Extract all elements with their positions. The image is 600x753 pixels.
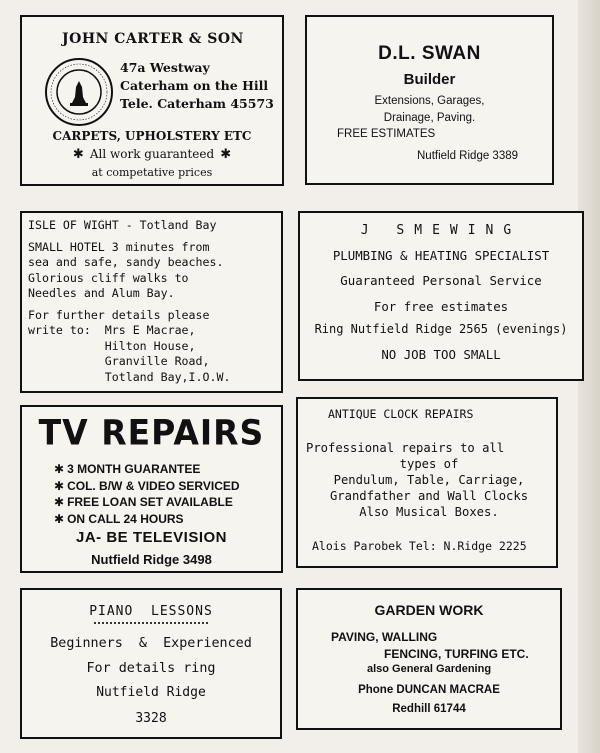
- phone-line: Nutfield Ridge 3498: [91, 552, 212, 567]
- body-line: types of: [399, 457, 459, 471]
- phone-line: Redhill 61744: [392, 703, 466, 715]
- star-icon: ✱: [220, 147, 232, 162]
- feature-text: ON CALL 24 HOURS: [67, 511, 184, 526]
- ad-j-smewing: [298, 211, 584, 381]
- star-icon: ✱: [54, 478, 65, 493]
- feature-text: FREE LOAN SET AVAILABLE: [67, 495, 233, 509]
- phone-line: Alois Parobek Tel: N.Ridge 2225: [312, 539, 527, 553]
- address-line: Totland Bay,I.O.W.: [28, 369, 231, 384]
- body-line: Needles and Alum Bay.: [28, 286, 175, 300]
- ad-title: ANTIQUE CLOCK REPAIRS: [328, 407, 474, 421]
- phone-line: Ring Nutfield Ridge 2565 (evenings): [314, 322, 568, 336]
- free-estimates: FREE ESTIMATES: [337, 128, 436, 140]
- address-line: 47a Westway: [120, 60, 210, 75]
- ad-title: GARDEN WORK: [374, 602, 484, 618]
- ad-dl-swan: [305, 15, 554, 185]
- body-line: For details ring: [86, 661, 216, 676]
- ad-body: [306, 440, 552, 520]
- services-line: Extensions, Garages,: [374, 95, 485, 107]
- feature-list: [54, 461, 240, 527]
- association-seal-icon: [44, 57, 114, 127]
- feature-item: [54, 511, 240, 528]
- dotted-divider: [94, 622, 208, 624]
- ad-isle-of-wight-hotel: [20, 211, 283, 393]
- address-line: write to: Mrs E Macrae,: [28, 323, 196, 337]
- body-line: Glorious cliff walks to: [28, 270, 189, 285]
- feature-text: COL. B/W & VIDEO SERVICED: [67, 478, 240, 493]
- body-line: SMALL HOTEL 3 minutes from: [28, 239, 210, 254]
- guarantee-text: All work guaranteed: [89, 147, 215, 161]
- business-type: Builder: [403, 71, 456, 88]
- services-line: CARPETS, UPHOLSTERY ETC: [52, 129, 252, 143]
- ad-title: PIANO LESSONS: [89, 604, 213, 619]
- service-line: PAVING, WALLING: [331, 630, 438, 644]
- business-name: JA- BE TELEVISION: [75, 529, 228, 546]
- address-line: Hilton House,: [28, 338, 196, 353]
- business-type: PLUMBING & HEATING SPECIALIST: [332, 248, 550, 263]
- body-line: Also Musical Boxes.: [359, 505, 499, 519]
- ad-details: [22, 127, 282, 182]
- hotel-text: [28, 218, 230, 385]
- price-line: at competative prices: [91, 166, 213, 179]
- services: [307, 93, 552, 127]
- service-line: also General Gardening: [366, 663, 492, 675]
- body-line: Pendulum, Table, Carriage,: [333, 473, 525, 487]
- star-icon: ✱: [54, 462, 65, 476]
- feature-text: 3 MONTH GUARANTEE: [67, 462, 201, 476]
- phone-number: 3328: [135, 711, 167, 726]
- star-icon: ✱: [54, 511, 65, 526]
- star-icon: ✱: [72, 147, 84, 162]
- address-line: Granville Road,: [28, 354, 210, 368]
- guarantee-line: [22, 145, 282, 164]
- service-line: FENCING, TURFING ETC.: [384, 647, 529, 661]
- phone-line: Tele. Caterham 45573: [120, 96, 274, 111]
- business-name: JOHN CARTER & SON: [62, 31, 244, 47]
- slogan-line: NO JOB TOO SMALL: [381, 347, 501, 362]
- body-line: Professional repairs to all: [306, 441, 505, 455]
- estimates-line: For free estimates: [373, 299, 509, 314]
- feature-item: [54, 478, 240, 495]
- heading-line: ISLE OF WIGHT - Totland Bay: [28, 218, 217, 232]
- star-icon: ✱: [54, 495, 65, 509]
- body-line: Grandfather and Wall Clocks: [329, 489, 529, 503]
- ad-john-carter: [20, 15, 284, 186]
- ad-title: TV REPAIRS: [38, 412, 265, 453]
- feature-item: [54, 461, 240, 478]
- phone-line: Nutfield Ridge 3389: [417, 150, 519, 162]
- business-name: D.L. SWAN: [378, 43, 481, 64]
- business-name: J SMEWING: [360, 223, 522, 238]
- body-line: Beginners & Experienced: [50, 636, 252, 651]
- service-line: Guaranteed Personal Service: [340, 273, 542, 288]
- ad-piano-lessons: [20, 588, 282, 739]
- address-line: Caterham on the Hill: [120, 78, 269, 93]
- body-line: For further details please: [28, 307, 210, 322]
- phone-line: Nutfield Ridge: [96, 685, 206, 700]
- ad-antique-clock-repairs: [296, 397, 558, 568]
- ad-tv-repairs: [20, 405, 283, 573]
- business-address: [120, 59, 274, 113]
- ad-garden-work: [296, 588, 562, 730]
- feature-item: [54, 494, 240, 511]
- body-line: sea and safe, sandy beaches.: [28, 255, 224, 269]
- contact-line: Phone DUNCAN MACRAE: [358, 684, 500, 696]
- services-line: Drainage, Paving.: [383, 112, 476, 124]
